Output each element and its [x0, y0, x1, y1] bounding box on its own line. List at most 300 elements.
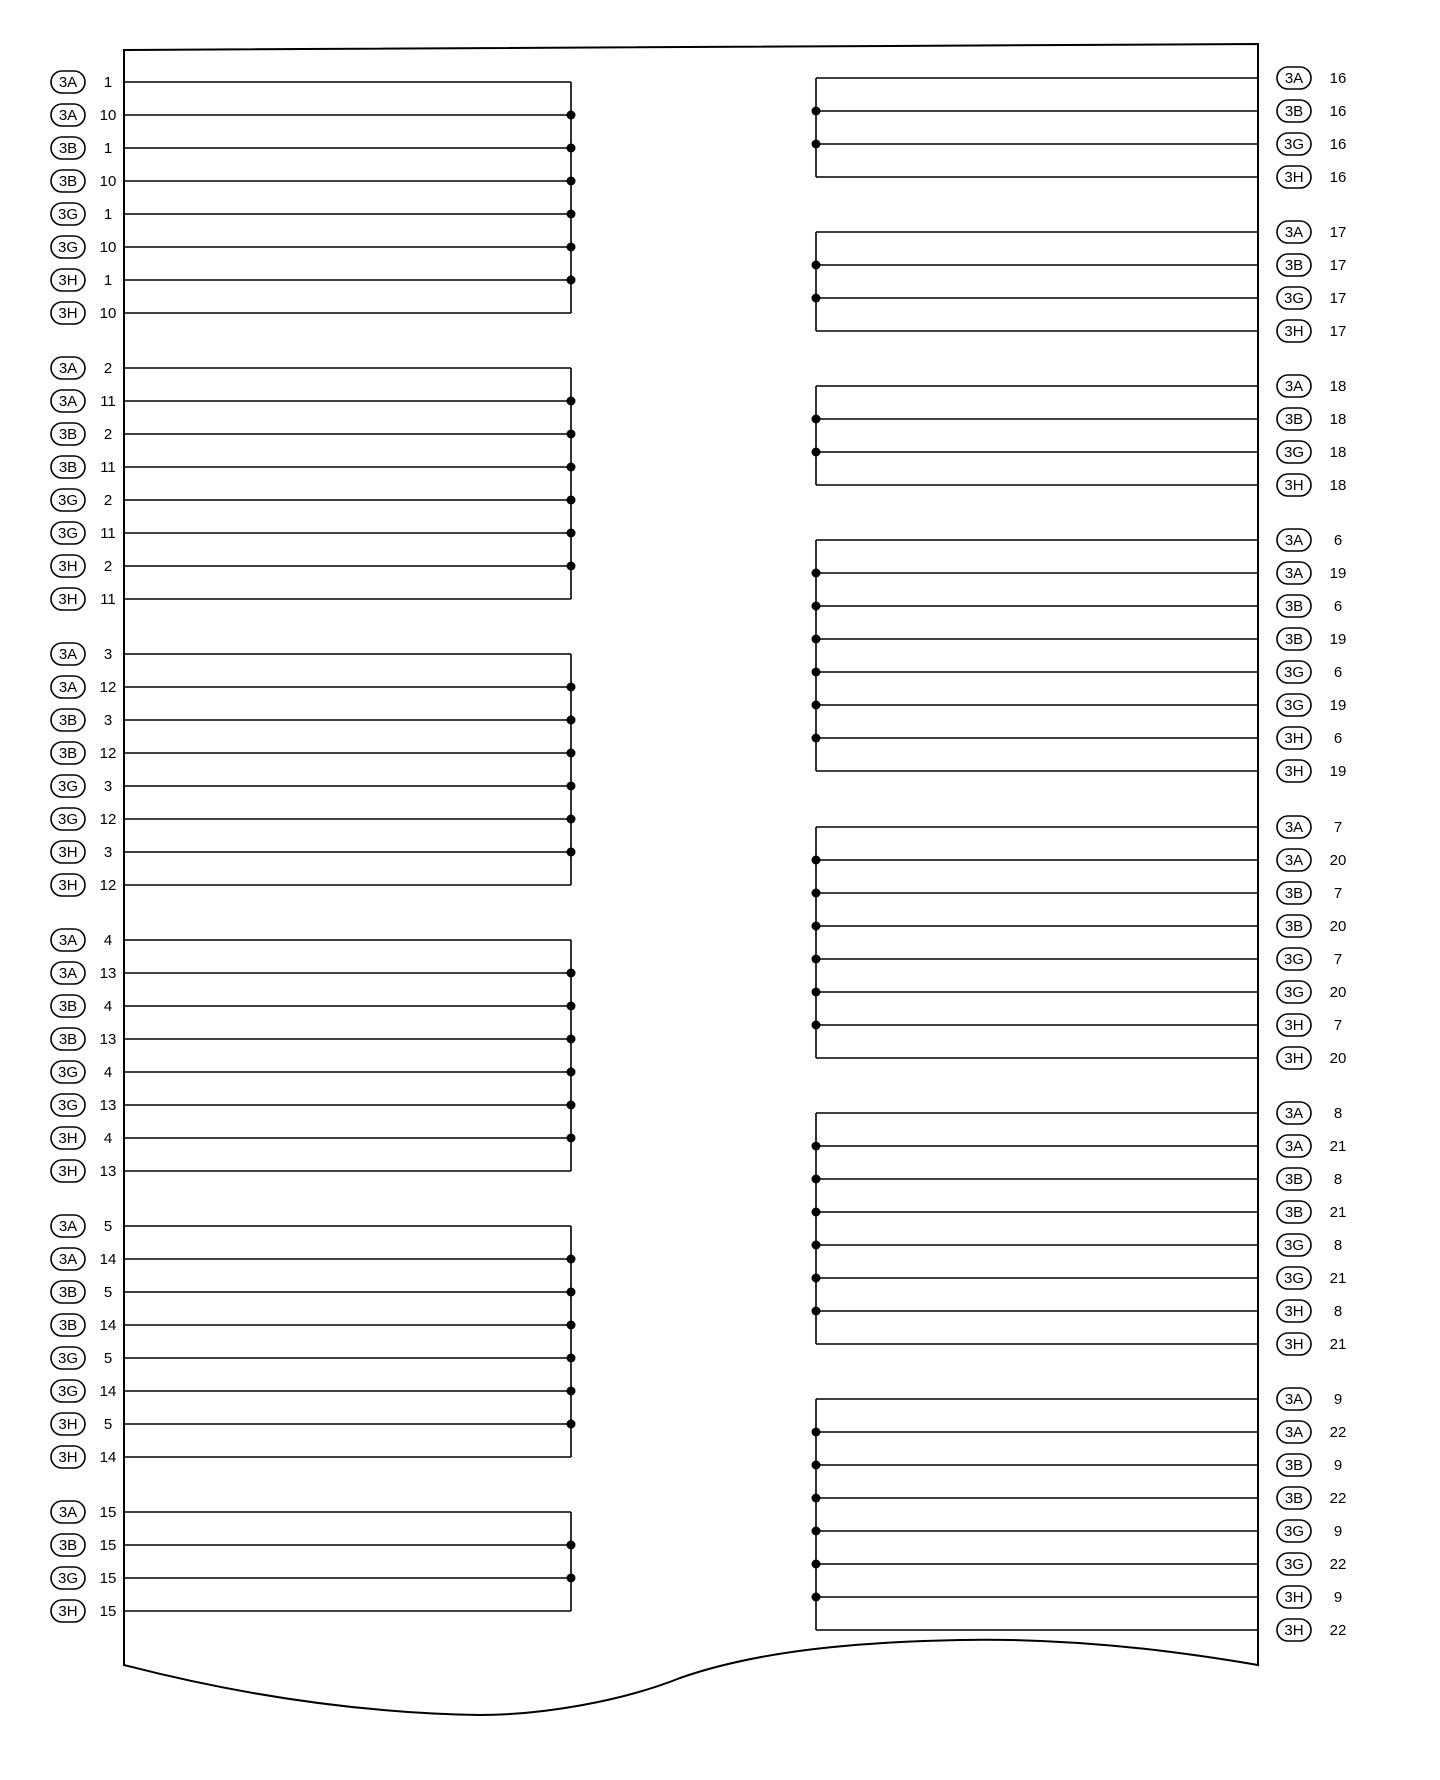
- wire-row: [51, 269, 576, 291]
- wire-row: [812, 882, 1343, 904]
- right-splice-groups: [812, 67, 1347, 1641]
- connector-label: [51, 588, 85, 610]
- connector-label: [1277, 287, 1311, 309]
- connector-id: 3B: [58, 1284, 78, 1301]
- wire-row: [51, 808, 576, 830]
- pin-number: 3: [103, 844, 113, 861]
- connector-id: 3H: [58, 558, 78, 575]
- connector-id: 3A: [58, 107, 78, 124]
- splice-17: [812, 221, 1347, 342]
- wire-row: [51, 775, 576, 797]
- connector-id: 3A: [1284, 819, 1304, 836]
- connector-label: [51, 1567, 85, 1589]
- pin-number: 20: [1329, 852, 1347, 869]
- pin-number: 22: [1329, 1622, 1347, 1639]
- connector-label: [51, 390, 85, 412]
- wire-row: [51, 104, 576, 126]
- wire-row: [51, 643, 571, 665]
- connector-id: 3B: [58, 998, 78, 1015]
- pin-number: 7: [1333, 885, 1343, 902]
- wire-row: [51, 1380, 576, 1402]
- connector-id: 3H: [58, 305, 78, 322]
- connector-id: 3B: [58, 1317, 78, 1334]
- pin-number: 9: [1333, 1391, 1343, 1408]
- pin-number: 18: [1329, 444, 1347, 461]
- wire-row: [51, 203, 576, 225]
- wire-row: [51, 1248, 576, 1270]
- wire-row: [812, 287, 1347, 309]
- pin-number: 20: [1329, 918, 1347, 935]
- connector-id: 3G: [1283, 951, 1305, 968]
- connector-id: 3G: [57, 1350, 79, 1367]
- pin-number: 12: [99, 745, 117, 762]
- connector-id: 3A: [1284, 1105, 1304, 1122]
- connector-label: [51, 1215, 85, 1237]
- connector-id: 3B: [58, 140, 78, 157]
- connector-id: 3B: [58, 745, 78, 762]
- splice-16: [812, 67, 1347, 188]
- connector-label: [1277, 1586, 1311, 1608]
- wire-row: [51, 357, 571, 379]
- connector-id: 3B: [58, 459, 78, 476]
- connector-label: [51, 1094, 85, 1116]
- connector-label: [1277, 375, 1311, 397]
- wire-row: [51, 1094, 576, 1116]
- wire-row: [51, 1347, 576, 1369]
- wire-row: [812, 1135, 1347, 1157]
- connector-id: 3G: [57, 206, 79, 223]
- connector-label: [51, 1600, 85, 1622]
- pin-number: 17: [1329, 224, 1347, 241]
- pin-number: 11: [100, 525, 116, 542]
- pin-number: 16: [1329, 169, 1347, 186]
- connector-id: 3B: [1284, 103, 1304, 120]
- splice-1-10: [51, 71, 576, 324]
- pin-number: 10: [99, 305, 117, 322]
- wire-row: [51, 423, 576, 445]
- connector-id: 3H: [58, 844, 78, 861]
- wire-row: [51, 995, 576, 1017]
- connector-label: [1277, 882, 1311, 904]
- connector-id: 3A: [58, 1251, 78, 1268]
- wire-row: [812, 1201, 1347, 1223]
- connector-id: 3H: [1284, 730, 1304, 747]
- connector-id: 3A: [58, 646, 78, 663]
- connector-id: 3B: [1284, 918, 1304, 935]
- connector-label: [51, 874, 85, 896]
- connector-id: 3G: [1283, 664, 1305, 681]
- pin-number: 13: [99, 1163, 117, 1180]
- connector-id: 3A: [58, 74, 78, 91]
- wire-row: [812, 1014, 1343, 1036]
- connector-id: 3H: [58, 1163, 78, 1180]
- wire-row: [812, 694, 1347, 716]
- connector-id: 3G: [57, 1097, 79, 1114]
- pin-number: 6: [1333, 532, 1343, 549]
- pin-number: 13: [99, 1097, 117, 1114]
- wire-row: [812, 133, 1347, 155]
- connector-label: [51, 929, 85, 951]
- connector-id: 3B: [1284, 1490, 1304, 1507]
- connector-label: [1277, 1168, 1311, 1190]
- pin-number: 14: [99, 1383, 117, 1400]
- connector-label: [1277, 694, 1311, 716]
- connector-label: [51, 236, 85, 258]
- connector-label: [51, 104, 85, 126]
- connector-label: [1277, 1553, 1311, 1575]
- connector-label: [51, 962, 85, 984]
- pin-number: 2: [103, 360, 113, 377]
- pin-number: 11: [100, 393, 116, 410]
- connector-id: 3H: [1284, 1303, 1304, 1320]
- connector-id: 3G: [57, 1383, 79, 1400]
- wire-row: [51, 1281, 576, 1303]
- connector-label: [1277, 474, 1311, 496]
- connector-label: [51, 1281, 85, 1303]
- wire-row: [812, 1267, 1347, 1289]
- connector-label: [1277, 816, 1311, 838]
- wire-row: [812, 1454, 1343, 1476]
- pin-number: 4: [103, 1130, 113, 1147]
- pin-number: 1: [103, 74, 113, 91]
- wire-row: [51, 302, 571, 324]
- connector-id: 3G: [57, 811, 79, 828]
- connector-label: [51, 522, 85, 544]
- wire-row: [51, 1160, 571, 1182]
- connector-label: [51, 1446, 85, 1468]
- wire-row: [51, 742, 576, 764]
- connector-id: 3H: [1284, 763, 1304, 780]
- connector-id: 3G: [57, 525, 79, 542]
- connector-id: 3A: [58, 679, 78, 696]
- pin-number: 3: [103, 712, 113, 729]
- pin-number: 10: [99, 107, 117, 124]
- connector-id: 3A: [1284, 1391, 1304, 1408]
- pin-number: 6: [1333, 730, 1343, 747]
- wire-row: [812, 1586, 1343, 1608]
- pin-number: 9: [1333, 1589, 1343, 1606]
- connector-id: 3A: [58, 965, 78, 982]
- connector-label: [1277, 628, 1311, 650]
- connector-label: [1277, 981, 1311, 1003]
- wire-row: [816, 529, 1342, 551]
- pin-number: 15: [99, 1504, 117, 1521]
- wire-row: [812, 1520, 1343, 1542]
- pin-number: 13: [99, 1031, 117, 1048]
- connector-id: 3H: [58, 1449, 78, 1466]
- connector-id: 3G: [57, 492, 79, 509]
- left-splice-groups: [51, 71, 576, 1622]
- wire-row: [816, 375, 1346, 397]
- connector-id: 3H: [58, 1603, 78, 1620]
- connector-id: 3G: [57, 778, 79, 795]
- connector-label: [51, 709, 85, 731]
- connector-label: [51, 1347, 85, 1369]
- connector-label: [51, 1314, 85, 1336]
- connector-id: 3A: [58, 1218, 78, 1235]
- wire-row: [812, 727, 1343, 749]
- connector-id: 3B: [58, 1537, 78, 1554]
- pin-number: 10: [99, 239, 117, 256]
- wire-row: [51, 874, 571, 896]
- wire-row: [812, 408, 1347, 430]
- pin-number: 4: [103, 1064, 113, 1081]
- wire-row: [51, 489, 576, 511]
- connector-label: [51, 1534, 85, 1556]
- pin-number: 8: [1333, 1237, 1343, 1254]
- wire-row: [51, 1314, 576, 1336]
- connector-id: 3H: [1284, 1622, 1304, 1639]
- pin-number: 22: [1329, 1490, 1347, 1507]
- wire-row: [51, 170, 576, 192]
- connector-id: 3B: [1284, 411, 1304, 428]
- connector-label: [1277, 760, 1311, 782]
- connector-id: 3A: [1284, 1138, 1304, 1155]
- pin-number: 1: [103, 272, 113, 289]
- pin-number: 16: [1329, 136, 1347, 153]
- connector-label: [51, 643, 85, 665]
- connector-id: 3G: [1283, 1556, 1305, 1573]
- pin-number: 9: [1333, 1523, 1343, 1540]
- connector-id: 3A: [58, 1504, 78, 1521]
- pin-number: 15: [99, 1603, 117, 1620]
- connector-label: [1277, 727, 1311, 749]
- wire-row: [816, 1102, 1342, 1124]
- connector-label: [1277, 1421, 1311, 1443]
- connector-id: 3A: [1284, 378, 1304, 395]
- connector-id: 3A: [58, 932, 78, 949]
- connector-label: [1277, 1333, 1311, 1355]
- pin-number: 21: [1329, 1204, 1347, 1221]
- connector-label: [51, 555, 85, 577]
- connector-label: [1277, 595, 1311, 617]
- wire-row: [51, 555, 576, 577]
- pin-number: 2: [103, 426, 113, 443]
- pin-number: 17: [1329, 290, 1347, 307]
- pin-number: 21: [1329, 1138, 1347, 1155]
- pin-number: 3: [103, 646, 113, 663]
- connector-id: 3A: [1284, 70, 1304, 87]
- connector-label: [51, 995, 85, 1017]
- connector-label: [1277, 1300, 1311, 1322]
- pin-number: 19: [1329, 763, 1347, 780]
- splice-15: [51, 1501, 576, 1622]
- pin-number: 19: [1329, 697, 1347, 714]
- connector-id: 3B: [1284, 885, 1304, 902]
- pin-number: 21: [1329, 1336, 1347, 1353]
- wire-row: [51, 1127, 576, 1149]
- connector-label: [1277, 441, 1311, 463]
- connector-label: [1277, 1267, 1311, 1289]
- connector-id: 3G: [57, 239, 79, 256]
- connector-id: 3H: [1284, 1336, 1304, 1353]
- wire-row: [812, 595, 1343, 617]
- wire-row: [816, 1619, 1346, 1641]
- connector-label: [51, 775, 85, 797]
- connector-id: 3H: [1284, 323, 1304, 340]
- pin-number: 7: [1333, 819, 1343, 836]
- wire-row: [51, 1501, 571, 1523]
- connector-id: 3B: [1284, 1457, 1304, 1474]
- wire-row: [816, 816, 1342, 838]
- connector-label: [1277, 221, 1311, 243]
- wire-row: [816, 1333, 1346, 1355]
- wire-row: [816, 1388, 1342, 1410]
- wire-row: [816, 474, 1346, 496]
- connector-label: [1277, 1047, 1311, 1069]
- pin-number: 5: [103, 1350, 113, 1367]
- pin-number: 1: [103, 206, 113, 223]
- connector-label: [1277, 849, 1311, 871]
- connector-label: [1277, 1014, 1311, 1036]
- connector-label: [51, 841, 85, 863]
- pin-number: 8: [1333, 1171, 1343, 1188]
- connector-id: 3H: [58, 591, 78, 608]
- connector-label: [51, 357, 85, 379]
- pin-number: 4: [103, 998, 113, 1015]
- pin-number: 12: [99, 811, 117, 828]
- wire-row: [51, 1061, 576, 1083]
- wire-row: [51, 137, 576, 159]
- connector-label: [51, 1028, 85, 1050]
- connector-label: [51, 170, 85, 192]
- wire-row: [51, 676, 576, 698]
- connector-id: 3G: [1283, 444, 1305, 461]
- wire-row: [51, 588, 571, 610]
- connector-id: 3A: [1284, 532, 1304, 549]
- pin-number: 19: [1329, 565, 1347, 582]
- connector-label: [1277, 915, 1311, 937]
- connector-id: 3H: [58, 272, 78, 289]
- pin-number: 6: [1333, 598, 1343, 615]
- splice-18: [812, 375, 1347, 496]
- connector-id: 3G: [57, 1064, 79, 1081]
- connector-id: 3H: [1284, 477, 1304, 494]
- connector-id: 3H: [1284, 1017, 1304, 1034]
- connector-label: [1277, 320, 1311, 342]
- connector-id: 3G: [1283, 697, 1305, 714]
- wire-row: [51, 1534, 576, 1556]
- wire-row: [812, 254, 1347, 276]
- pin-number: 2: [103, 558, 113, 575]
- connector-label: [51, 1160, 85, 1182]
- pin-number: 16: [1329, 70, 1347, 87]
- connector-id: 3G: [1283, 1270, 1305, 1287]
- connector-label: [51, 1061, 85, 1083]
- connector-id: 3H: [1284, 1589, 1304, 1606]
- pin-number: 17: [1329, 323, 1347, 340]
- connector-id: 3H: [1284, 169, 1304, 186]
- pin-number: 20: [1329, 1050, 1347, 1067]
- pin-number: 19: [1329, 631, 1347, 648]
- wire-row: [51, 1446, 571, 1468]
- connector-label: [51, 203, 85, 225]
- wire-row: [812, 1487, 1347, 1509]
- wire-row: [812, 981, 1347, 1003]
- wire-row: [812, 915, 1347, 937]
- splice-4-13: [51, 929, 576, 1182]
- pin-number: 4: [103, 932, 113, 949]
- pin-number: 3: [103, 778, 113, 795]
- pin-number: 5: [103, 1416, 113, 1433]
- connector-label: [1277, 948, 1311, 970]
- wire-row: [812, 628, 1347, 650]
- pin-number: 7: [1333, 951, 1343, 968]
- pin-number: 18: [1329, 411, 1347, 428]
- splice-9-22: [812, 1388, 1347, 1641]
- connector-id: 3B: [58, 1031, 78, 1048]
- connector-id: 3H: [58, 1130, 78, 1147]
- splice-2-11: [51, 357, 576, 610]
- pin-number: 18: [1329, 378, 1347, 395]
- connector-label: [1277, 562, 1311, 584]
- wire-row: [816, 221, 1346, 243]
- wire-row: [51, 929, 571, 951]
- wire-row: [51, 71, 571, 93]
- connector-label: [1277, 100, 1311, 122]
- connector-id: 3B: [58, 173, 78, 190]
- wire-row: [812, 441, 1347, 463]
- connector-label: [51, 1413, 85, 1435]
- wire-row: [816, 1047, 1346, 1069]
- connector-label: [51, 1380, 85, 1402]
- connector-id: 3A: [58, 360, 78, 377]
- pin-number: 8: [1333, 1105, 1343, 1122]
- connector-label: [1277, 1487, 1311, 1509]
- wire-row: [51, 390, 576, 412]
- connector-id: 3B: [58, 426, 78, 443]
- wire-row: [816, 67, 1346, 89]
- pin-number: 14: [99, 1449, 117, 1466]
- pin-number: 11: [100, 459, 116, 476]
- pin-number: 17: [1329, 257, 1347, 274]
- pin-number: 1: [103, 140, 113, 157]
- wire-row: [51, 456, 576, 478]
- connector-id: 3G: [1283, 984, 1305, 1001]
- connector-label: [51, 489, 85, 511]
- connector-label: [1277, 1135, 1311, 1157]
- connector-label: [51, 1501, 85, 1523]
- wire-row: [51, 522, 576, 544]
- connector-label: [1277, 1234, 1311, 1256]
- connector-label: [1277, 529, 1311, 551]
- pin-number: 14: [99, 1251, 117, 1268]
- connector-id: 3B: [1284, 631, 1304, 648]
- pin-number: 15: [99, 1570, 117, 1587]
- connector-id: 3H: [1284, 1050, 1304, 1067]
- connector-id: 3G: [1283, 136, 1305, 153]
- pin-number: 20: [1329, 984, 1347, 1001]
- connector-id: 3A: [1284, 565, 1304, 582]
- wire-row: [51, 1215, 571, 1237]
- connector-label: [1277, 1201, 1311, 1223]
- wire-row: [51, 1600, 571, 1622]
- pin-number: 22: [1329, 1556, 1347, 1573]
- pin-number: 15: [99, 1537, 117, 1554]
- splice-3-12: [51, 643, 576, 896]
- wire-row: [812, 1168, 1343, 1190]
- connector-label: [1277, 166, 1311, 188]
- connector-label: [1277, 1102, 1311, 1124]
- connector-label: [51, 1127, 85, 1149]
- pin-number: 7: [1333, 1017, 1343, 1034]
- wire-row: [812, 1421, 1347, 1443]
- wire-row: [816, 760, 1346, 782]
- wire-row: [51, 1413, 576, 1435]
- wire-row: [812, 1234, 1343, 1256]
- connector-id: 3A: [1284, 852, 1304, 869]
- connector-label: [51, 71, 85, 93]
